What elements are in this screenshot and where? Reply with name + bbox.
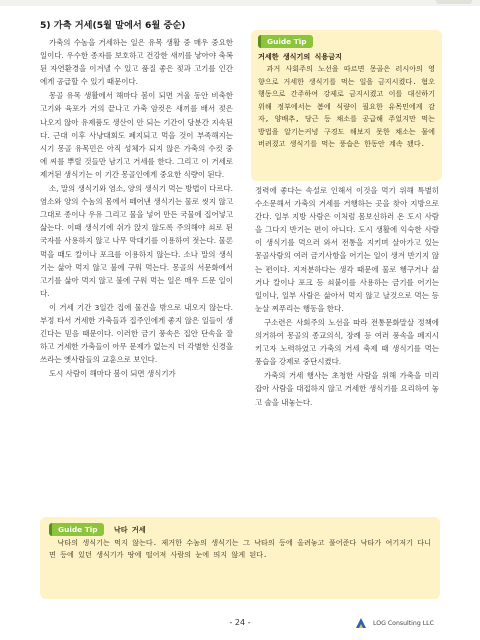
paragraph: 가축의 거세 행사는 초청한 사람을 위해 가축을 미리 잡아 사람을 대접하지 않고 거세한 생식기를 요리하여 놓고 술을 내놓는다. [255,371,439,407]
header-mark [436,0,472,4]
paragraph: 구소련은 사회주의 노선을 따라 전통문화말살 정책에 의거하여 몽골의 종교의식, 장례 등 여러 풍속을 폐지시키고자 노력하였고 가축의 거세 축제 때 생식기를 먹는 풍습을 강제로 중단시켰다. [255,317,439,367]
guide-tip-heading: 거세한 생식기의 식용금지 [258,51,342,61]
paragraph: 가축의 수놈을 거세하는 일은 유목 생활 중 매우 중요한 일이다. 우수한 종자를 보호하고 건강한 새끼를 낳아야 축복된 자연환경을 이겨낼 수 있고 품질 좋은 젖과 고기를 인간에게 공급할 수 있기 때문이다. [40,38,233,87]
paragraph: 이 거세 기간 3일간 집에 물건을 밖으로 내오지 않는다. 부정 타서 거세한 가축들과 집주인에게 좋지 않은 일들이 생긴다는 믿음 때문이다. 이러한 금기 풍속은 집안 단속을 잘하고 거세한 가축들이 아무 문제가 없는지 더 각별한 신경을 쓰라는 옛사람들의 교훈으로 보인다. [40,302,233,365]
company-logo [354,616,444,630]
company-name: LOG Consulting LLC [373,619,434,627]
guide-tip-badge: Guide Tip [258,35,313,48]
paragraph: 정력에 좋다는 속설로 인해서 이것을 먹기 위해 특별히 수소문해서 가축의 거세를 거행하는 곳을 찾아 지방으로 간다. 일부 지방 사람은 이처럼 몸보신하러 온 도시 사람을 그다지 반기는 편이 아니다. 도시 생활에 익숙한 사람이 생식기를 먹으러 와서 전통을 지키며 살아가고 있는 몽골사람의 여러 금기사항을 어기는 일이 생겨 반기지 않는 편이다. 지저분하다는 생각 때문에 물로 헹구거나 삶거나 칼이나 포크 등 쇠붙이를 사용하는 금기를 어기는 일이나, 일부 사람은 삶아서 먹지 않고 날것으로 먹는 등 눈살 찌푸리는 행동을 한다. [255,186,439,313]
header-rule [0,0,480,6]
paragraph: 소, 말의 생식기와 염소, 양의 생식기 먹는 방법이 다르다. 염소와 양의 수놈의 몸에서 떼어낸 생식기는 물로 씻지 않고 그대로 종이나 우유 그리고 물을 넣어 만든 국물에 집어넣고 삶는다. 이때 생식기에 쉬가 앉지 않도록 주의해야 쇠로 된 국자를 사용하지 않고 나무 막대기를 이용하여 젓는다. 물론 먹을 때도 칼이나 포크를 이용하지 않는다. 소나 말의 생식기는 삶아 먹지 않고 불에 구워 먹는다. 몽골의 서문화에서 고기를 삶아 먹지 않고 불에 구워 먹는 일은 매우 드문 일이다. [40,184,233,298]
guide-tip-body: 낙타의 생식기는 먹지 않는다. 제거한 수놈의 생식기는 그 낙타의 등에 올려놓고 풀어준다 낙타가 여기저기 다니면 등에 있던 생식기가 땅에 떨어져 사람의 눈에 띄지 않게 된다. [49,537,431,559]
left-column [40,36,233,506]
guide-tip-badge: Guide Tip [49,523,104,536]
page-number: - 24 - [229,618,251,627]
paragraph: 몽골 유목 생활에서 해마다 봄이 되면 겨울 동안 비축한 고기와 육포가 거의 끝나고 가축 암컷은 새끼를 배서 젖은 나오지 않아 유제품도 생산이 안 되는 기간이 당분간 지속된다. 근대 이후 사냥대회도 폐지되고 먹을 것이 부족해지는 시기 몽골 유목민은 아직 성체가 되지 않은 가축의 수컷 중에 씨를 뿌릴 것들만 남기고 거세를 한다. 그리고 이 거세로 제거된 생식기는 이 기간 몽골인에게 중요한 식량이 된다. [40,91,233,179]
right-column [255,184,439,496]
guide-tip-heading: 낙타 거세 [113,525,146,534]
logo-mark-icon [354,616,368,630]
guide-tip-box [251,30,442,181]
section-title: 5) 가축 거세(5월 말에서 6월 중순) [40,20,186,31]
guide-tip-box-bottom [40,517,440,599]
paragraph: 도시 사람이 해마다 봄이 되면 생식기가 [48,369,176,379]
guide-tip-body: 과거 사회주의 노선을 따르면 몽골은 러시아의 영향으로 거세한 생식기를 먹는 일을 금지시켰다. 혐오 행동으로 간주하여 강제로 금지시켰고 이를 대신하기 위해 정부에서는 봄에 식량이 필요한 유목민에게 감자, 양배추, 당근 등 채소를 공급해 주었지만 먹는 방법을 알기는커녕 구경도 해보지 못한 채소는 물에 버려졌고 생식기를 먹는 풍습은 한동안 계속 됐다. [258,64,435,148]
